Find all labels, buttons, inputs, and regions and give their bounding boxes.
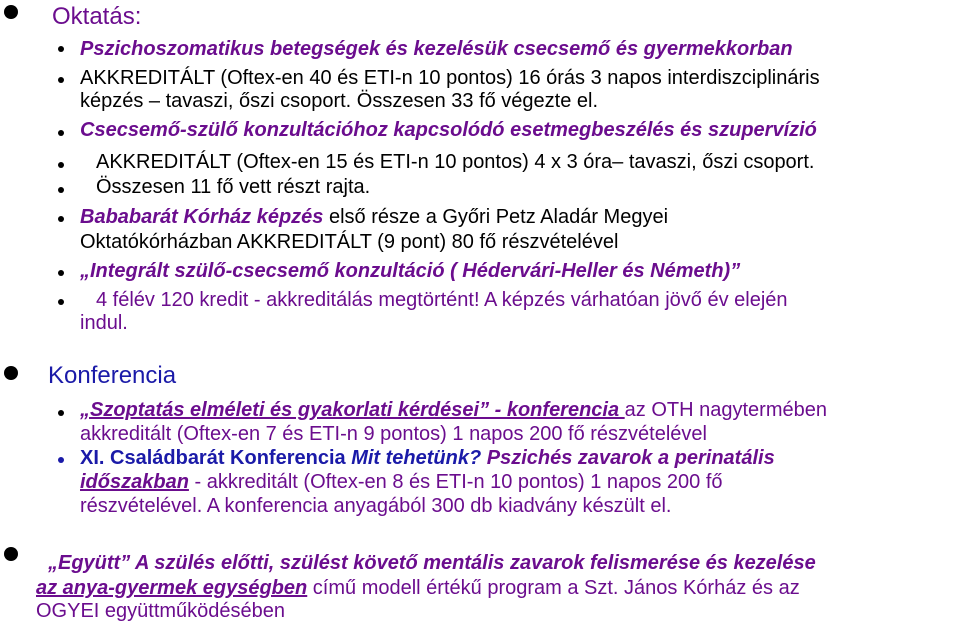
egyutt-line2 — [36, 576, 800, 600]
oktatas-heading: Oktatás: — [52, 3, 142, 30]
bullet-icon — [58, 216, 64, 222]
oktatas-item2-line2: Összesen 11 fő vett részt rajta. — [96, 176, 371, 198]
bullet-icon — [58, 270, 64, 276]
oktatas-item5-line2: indul. — [80, 312, 128, 334]
konferencia-item1-rest: az OTH nagytermében — [624, 399, 827, 421]
egyutt-line2-rest: című modell értékű program a Szt. János Kórház és az — [307, 577, 800, 599]
konferencia-item2-line2 — [80, 470, 723, 494]
konferencia-item2-part1: XI. Családbarát Konferencia — [80, 447, 346, 469]
bullet-icon — [4, 5, 18, 19]
oktatas-item3-title: Bababarát Kórház képzés — [80, 206, 324, 228]
oktatas-item1-line1: AKKREDITÁLT (Oftex-en 40 és ETI-n 10 pontos) 16 órás 3 napos interdiszciplináris — [80, 67, 820, 89]
oktatas-item5-line1: 4 félév 120 kredit - akkreditálás megtörtént! A képzés várhatóan jövő év elején — [96, 289, 788, 311]
oktatas-item3-line1 — [80, 205, 668, 229]
konferencia-item2-part3: Pszichés zavarok a perinatális — [486, 447, 775, 469]
konferencia-item2-line2-title: időszakban — [80, 471, 189, 493]
konferencia-item1-line2: akkreditált (Oftex-en 7 és ETI-n 9 pontos) 1 napos 200 fő részvételével — [80, 423, 707, 445]
konferencia-item2-line2-rest: - akkreditált (Oftex-en 8 és ETI-n 10 pontos) 1 napos 200 fő — [188, 471, 723, 493]
oktatas-item1-line2: képzés – tavaszi, őszi csoport. Összesen 33 fő végezte el. — [80, 90, 599, 112]
bullet-icon — [58, 299, 64, 305]
oktatas-item3-rest: első része a Győri Petz Aladár Megyei — [323, 206, 669, 228]
egyutt-line1: „Együtt” A szülés előtti, szülést követő mentális zavarok felismerése és kezelése — [48, 552, 816, 574]
oktatas-item3-line2: Oktatókórházban AKKREDITÁLT (9 pont) 80 fő részvételével — [80, 231, 619, 253]
konferencia-item2-line3: részvételével. A konferencia anyagából 300 db kiadvány készült el. — [80, 495, 672, 517]
konferencia-item2-part2: Mit tehetünk? — [345, 447, 487, 469]
bullet-icon — [58, 162, 64, 168]
egyutt-line2-title: az anya-gyermek egységben — [36, 577, 308, 599]
konferencia-item1-title: „Szoptatás elméleti és gyakorlati kérdései” - konferencia — [80, 399, 625, 421]
bullet-icon — [58, 187, 64, 193]
oktatas-item2-line1: AKKREDITÁLT (Oftex-en 15 és ETI-n 10 pontos) 4 x 3 óra– tavaszi, őszi csoport. — [96, 151, 815, 173]
konferencia-heading: Konferencia — [48, 362, 177, 389]
oktatas-item2-title: Csecsemő-szülő konzultációhoz kapcsolódó esetmegbeszélés és szupervízió — [80, 119, 817, 141]
bullet-icon — [4, 547, 18, 561]
bullet-icon — [4, 366, 18, 380]
egyutt-line3: OGYEI együttműködésében — [36, 600, 286, 622]
konferencia-item2-line1 — [80, 446, 775, 470]
oktatas-item4-title: „Integrált szülő-csecsemő konzultáció ( Hédervári-Heller és Németh)” — [80, 260, 741, 282]
bullet-icon — [58, 130, 64, 136]
oktatas-item1-title: Pszichoszomatikus betegségek és kezelésük csecsemő és gyermekkorban — [80, 38, 793, 60]
bullet-icon — [58, 410, 64, 416]
bullet-icon — [58, 457, 64, 463]
bullet-icon — [58, 46, 64, 52]
bullet-icon — [58, 77, 64, 83]
konferencia-item1-line1 — [80, 398, 827, 422]
